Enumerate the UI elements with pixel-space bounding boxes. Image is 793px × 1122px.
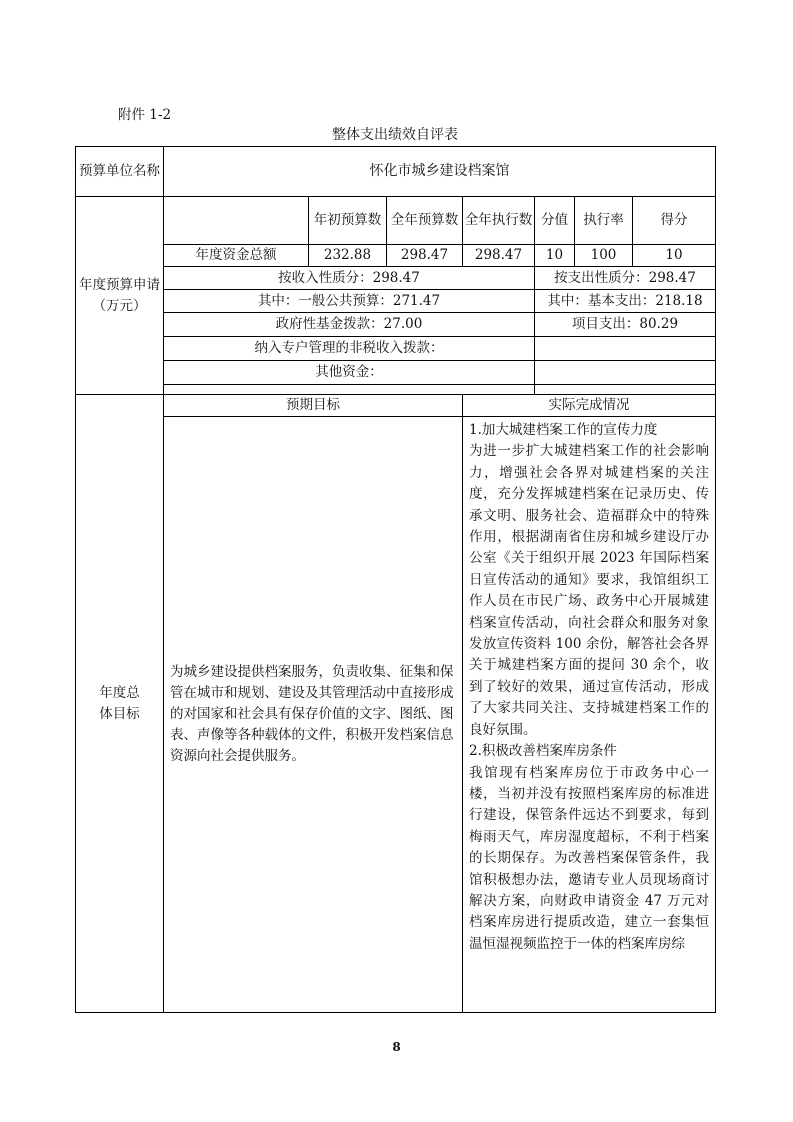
basic-expense: 其中：基本支出：218.18 [535,290,716,313]
budget-label: 年度预算申请（万元） [76,197,164,395]
actual-item-heading: 2.积极改善档案库房条件 [469,743,617,760]
header-score-value: 分值 [535,197,575,245]
non-tax-income: 纳入专户管理的非税收入拨款： [164,337,535,361]
expected-goal-header: 预期目标 [164,395,463,417]
spacer-cell [535,385,716,395]
document-title: 整体支出绩效自评表 [332,127,458,143]
budget-header-blank [164,197,309,245]
non-tax-row [76,337,716,361]
other-funds: 其他资金： [164,361,535,385]
budget-total-row [76,245,716,267]
unit-row [76,147,716,197]
annual-goal-label-text: 年度总体目标 [99,684,140,722]
unit-label: 预算单位名称 [76,147,164,197]
annual-goal-label [76,395,164,1013]
total-execution-rate: 100 [575,245,633,267]
nature-row [76,267,716,290]
actual-completion-header: 实际完成情况 [463,395,716,417]
other-funds-blank [535,361,716,385]
total-score: 10 [633,245,716,267]
header-execution-rate: 执行率 [575,197,633,245]
actual-item-text: 我馆现有档案库房位于市政务中心一楼，当初并没有按照档案库房的标准进行建设，保管条件远达不到要求，每到梅雨天气，库房湿度超标，不利于档案的长期保存。为改善档案保管条件，我馆积极想办法，邀请专业人员现场商讨解决方案，向财政申请资金 47 万元对档案库房进行提质改造，建立一套集恒温恒湿视频监控于一体的档案库房综 [469,764,710,952]
goals-content-row [76,417,716,1013]
total-annual-execution: 298.47 [463,245,535,267]
budget-spacer-row [76,385,716,395]
actual-item-heading: 1.加大城建档案工作的宣传力度 [469,422,658,438]
total-score-value: 10 [535,245,575,267]
actual-item-text: 为进一步扩大城建档案工作的社会影响力，增强社会各界对城建档案的关注度，充分发挥城建档案在记录历史、传承文明、服务社会、造福群众中的特殊作用，根据湖南省住房和城乡建设厅办公室《关于组织开展 2023 年国际档案日宣传活动的通知》要求，我馆组织工作人员在市民广场、政务中心开展城建档案宣传活动，向社会群众和服务对象发放宣传资料 100 余份，解答社会各界关于城建档案方面的提问 30 余个，收到了较好的效果，通过宣传活动，形成了大家共同关注、支持城建档案工作的良好氛围。 [469,443,710,738]
header-initial-budget: 年初预算数 [309,197,387,245]
general-public-budget: 其中：一般公共预算：271.47 [164,290,535,313]
total-label: 年度资金总额 [164,245,309,267]
budget-header-row [76,197,716,245]
header-annual-execution: 全年执行数 [463,197,535,245]
goals-header-row [76,395,716,417]
header-score: 得分 [633,197,716,245]
project-expense: 项目支出：80.29 [535,313,716,337]
unit-name: 怀化市城乡建设档案馆 [164,147,716,197]
expected-goal-text: 为城乡建设提供档案服务，负责收集、征集和保管在城市和规划、建设及其管理活动中直接形成的对国家和社会具有保存价值的文字、图纸、图表、声像等各种载体的文件，积极开发档案信息资源向社会提供服务。 [164,417,463,1013]
by-income-nature: 按收入性质分：298.47 [164,267,535,290]
by-expense-nature: 按支出性质分：298.47 [535,267,716,290]
breakdown-row-1 [76,290,716,313]
page-number: 8 [392,1040,401,1054]
actual-completion-cell [463,417,716,1013]
gov-fund-allocation: 政府性基金拨款：27.00 [164,313,535,337]
breakdown-row-2 [76,313,716,337]
other-funds-row [76,361,716,385]
annex-label: 附件 1-2 [118,107,172,123]
spacer-cell [164,385,535,395]
total-annual-budget: 298.47 [387,245,463,267]
total-initial-budget: 232.88 [309,245,387,267]
header-annual-budget: 全年预算数 [387,197,463,245]
non-tax-blank [535,337,716,361]
evaluation-table [75,146,716,1013]
